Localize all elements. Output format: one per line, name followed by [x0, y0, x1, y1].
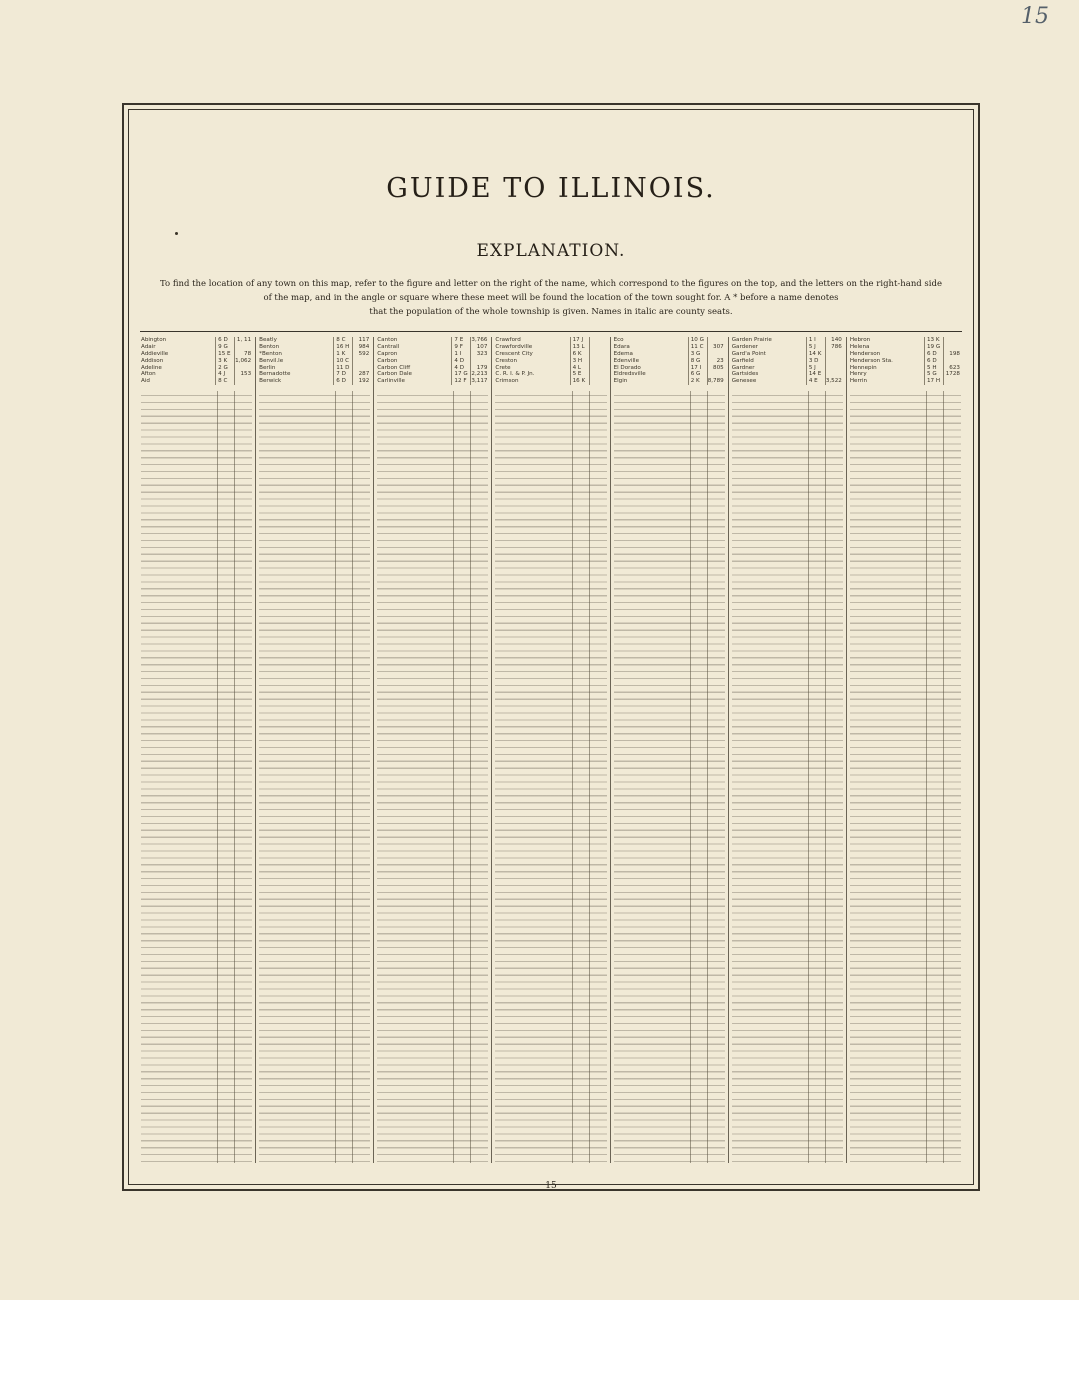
town-population: 805	[707, 365, 725, 372]
town-name: Aid	[141, 378, 150, 385]
index-column	[847, 337, 964, 1163]
town-population	[234, 365, 252, 372]
index-entry	[377, 337, 488, 344]
town-population	[589, 351, 607, 358]
index-entry	[614, 344, 725, 351]
town-name: Adeline	[141, 364, 162, 371]
town-name: Carbon Cliff	[377, 364, 411, 371]
town-name: Herrin	[849, 378, 868, 385]
index-entry	[141, 351, 252, 358]
town-location: 10 G	[688, 337, 707, 344]
index-entry	[259, 378, 370, 385]
index-entry	[259, 344, 370, 351]
town-population	[943, 344, 961, 351]
explanation-text	[140, 277, 962, 319]
town-name: Afton	[141, 371, 156, 378]
town-name: Crete	[495, 364, 511, 371]
town-name: Elgin	[613, 378, 628, 385]
town-name: Henderson	[849, 350, 881, 357]
town-name: Genesee	[731, 378, 757, 385]
index-entry	[141, 337, 252, 344]
town-location: 11 D	[333, 365, 352, 372]
index-column	[374, 337, 492, 1163]
town-location: 6 D	[924, 358, 943, 365]
town-location: 6 D	[333, 378, 352, 385]
index-entry	[732, 365, 843, 372]
index-entry	[850, 337, 961, 344]
town-location: 3 D	[806, 358, 825, 365]
town-name: Carbon Dale	[377, 371, 412, 378]
town-population	[707, 337, 725, 344]
town-population: 192	[352, 378, 370, 385]
index-entry	[377, 344, 488, 351]
town-location: 7 D	[333, 371, 352, 378]
index-entry	[614, 351, 725, 358]
town-population	[234, 378, 252, 385]
index-entry	[732, 358, 843, 365]
town-location: 9 F	[451, 344, 470, 351]
town-location: 6 G	[688, 371, 707, 378]
index-entry	[850, 371, 961, 378]
index-entry	[495, 371, 606, 378]
dense-index-listing	[377, 391, 488, 1163]
index-entry	[259, 337, 370, 344]
town-location: 15 E	[215, 351, 234, 358]
town-name: Bernadotte	[259, 371, 291, 378]
town-location: 16 H	[333, 344, 352, 351]
town-population	[352, 365, 370, 372]
town-name: Adair	[141, 343, 156, 350]
town-name: Crescent City	[495, 350, 533, 357]
index-column	[729, 337, 847, 1163]
town-location: 2 G	[215, 365, 234, 372]
town-location: 9 G	[215, 344, 234, 351]
town-index-table	[138, 337, 964, 1163]
town-name: Edenville	[613, 357, 640, 364]
town-population: 117	[352, 337, 370, 344]
town-location: 13 K	[924, 337, 943, 344]
index-entry	[495, 351, 606, 358]
town-location: 6 D	[215, 337, 234, 344]
index-entry	[259, 351, 370, 358]
town-population: 78	[234, 351, 252, 358]
town-population	[707, 351, 725, 358]
town-name: Creston	[495, 357, 518, 364]
index-entry	[141, 378, 252, 385]
town-name: Canton	[377, 337, 398, 343]
town-population: 623	[943, 365, 961, 372]
town-population: 287	[352, 371, 370, 378]
town-population: 323	[470, 351, 488, 358]
index-entry	[495, 337, 606, 344]
town-population	[825, 351, 843, 358]
town-location: 4 D	[451, 365, 470, 372]
header-rule	[140, 331, 962, 332]
index-entry	[377, 358, 488, 365]
explanation-line: that the population of the whole township is given. Names in italic are county seats.	[369, 307, 733, 317]
town-name: C. R. I. & P. Jn.	[495, 371, 535, 378]
index-entry	[377, 365, 488, 372]
page-title: GUIDE TO ILLINOIS.	[386, 173, 716, 204]
index-column	[492, 337, 610, 1163]
town-population	[589, 358, 607, 365]
town-location: 19 G	[924, 344, 943, 351]
town-population: 8,789	[707, 378, 724, 385]
index-entry	[495, 344, 606, 351]
ink-speck	[175, 232, 178, 235]
town-population	[589, 365, 607, 372]
town-location: 4 L	[570, 365, 589, 372]
town-population	[825, 365, 843, 372]
town-name: Gardner	[731, 364, 755, 371]
guide-frame	[122, 103, 980, 1191]
town-population: 3,766	[471, 337, 488, 343]
town-location: 2 K	[688, 378, 707, 385]
town-name: Crawford	[495, 337, 521, 343]
town-location: 13 L	[570, 344, 589, 351]
town-name: Capron	[377, 350, 398, 357]
town-location: 6 D	[924, 351, 943, 358]
index-entry	[850, 344, 961, 351]
town-name: Eldredsville	[613, 371, 646, 378]
town-location: 14 E	[806, 371, 825, 378]
dense-index-listing	[732, 391, 843, 1163]
index-entry	[377, 378, 488, 385]
town-location: 4 J	[215, 371, 234, 378]
town-location: 5 J	[806, 344, 825, 351]
town-name: Cantrall	[377, 343, 400, 350]
town-name: Henry	[849, 371, 867, 378]
explanation-line: of the map, and in the angle or square where these meet will be found the location of the town sought for. A * before a name denotes	[263, 293, 839, 303]
town-name: Gardener	[731, 343, 758, 350]
town-location: 3 G	[688, 351, 707, 358]
town-name: Eco	[613, 337, 624, 343]
town-population: 1,062	[235, 357, 252, 364]
index-entry	[732, 378, 843, 385]
town-population: 3,522	[825, 378, 842, 385]
town-population	[352, 358, 370, 365]
index-entry	[850, 365, 961, 372]
index-entry	[732, 351, 843, 358]
town-location: 7 E	[451, 337, 470, 344]
town-name: Benton	[259, 343, 280, 350]
town-location: 4 D	[451, 358, 470, 365]
town-population	[825, 358, 843, 365]
town-name: Hennepin	[849, 364, 877, 371]
town-name: *Benton	[259, 350, 282, 357]
town-population	[943, 378, 961, 385]
town-name: Carlinville	[377, 378, 405, 385]
index-entry	[614, 365, 725, 372]
town-name: Benvil.le	[259, 357, 284, 364]
explanation-line: To find the location of any town on this map, refer to the figure and letter on the right of the name, which correspond to the figures on the top, and the letters on the right-hand side	[160, 279, 942, 289]
town-name: Beatly	[259, 337, 277, 343]
town-population	[234, 344, 252, 351]
index-entry	[141, 371, 252, 378]
town-population	[589, 378, 607, 385]
town-name: Garden Prairie	[731, 337, 772, 343]
town-location: 3 H	[570, 358, 589, 365]
town-population	[825, 371, 843, 378]
town-population: 198	[943, 351, 961, 358]
town-population: 107	[470, 344, 488, 351]
index-entry	[732, 371, 843, 378]
town-population	[943, 358, 961, 365]
town-name: Helena	[849, 343, 870, 350]
town-location: 1 I	[806, 337, 825, 344]
town-population: 2,213	[471, 371, 488, 378]
index-entry	[141, 344, 252, 351]
index-entry	[732, 344, 843, 351]
town-population: 307	[707, 344, 725, 351]
town-location: 5 E	[570, 371, 589, 378]
index-entry	[495, 365, 606, 372]
town-location: 10 C	[333, 358, 352, 365]
index-entry	[495, 378, 606, 385]
town-location: 14 K	[806, 351, 825, 358]
town-population	[589, 337, 607, 344]
town-location: 11 C	[688, 344, 707, 351]
town-location: 17 G	[451, 371, 470, 378]
index-entry	[141, 365, 252, 372]
town-location: 1 K	[333, 351, 352, 358]
town-name: Berwick	[259, 378, 282, 385]
dense-index-listing	[259, 391, 370, 1163]
dense-index-listing	[141, 391, 252, 1163]
town-location: 5 G	[924, 371, 943, 378]
index-entry	[141, 358, 252, 365]
dense-index-listing	[495, 391, 606, 1163]
town-location: 6 K	[570, 351, 589, 358]
town-location: 17 I	[688, 365, 707, 372]
index-column	[611, 337, 729, 1163]
index-entry	[259, 365, 370, 372]
town-location: 1 I	[451, 351, 470, 358]
index-entry	[614, 378, 725, 385]
dense-index-listing	[850, 391, 961, 1163]
town-location: 5 J	[806, 365, 825, 372]
index-column	[256, 337, 374, 1163]
town-population: 1, 11	[234, 337, 252, 344]
town-name: Hebron	[849, 337, 871, 343]
town-name: Abington	[141, 337, 167, 343]
town-population: 140	[825, 337, 843, 344]
index-entry	[377, 351, 488, 358]
town-name: Crimson	[495, 378, 519, 385]
town-name: Carbon	[377, 357, 398, 364]
dense-index-listing	[614, 391, 725, 1163]
town-location: 8 C	[333, 337, 352, 344]
town-name: Addieville	[141, 350, 169, 357]
index-entry	[614, 371, 725, 378]
town-population: 592	[352, 351, 370, 358]
index-entry	[614, 337, 725, 344]
town-location: 3 K	[215, 358, 234, 365]
town-population	[589, 371, 607, 378]
page-number: 15	[545, 1181, 557, 1191]
town-population	[707, 371, 725, 378]
town-name: Addison	[141, 357, 164, 364]
town-population	[943, 337, 961, 344]
town-location: 8 C	[215, 378, 234, 385]
town-name: El Dorado	[613, 364, 641, 371]
town-location: 17 H	[924, 378, 943, 385]
town-location: 8 G	[688, 358, 707, 365]
bottom-margin	[0, 1300, 1079, 1390]
town-name: Garfield	[731, 357, 754, 364]
index-entry	[850, 358, 961, 365]
index-entry	[732, 337, 843, 344]
town-population: 984	[352, 344, 370, 351]
town-name: Edema	[613, 350, 633, 357]
town-name: Gartsides	[731, 371, 759, 378]
index-column	[138, 337, 256, 1163]
town-name: Gard'a Point	[731, 350, 766, 357]
town-name: Crawfordville	[495, 343, 533, 350]
town-population: 1728	[943, 371, 961, 378]
town-location: 5 H	[924, 365, 943, 372]
explanation-heading: EXPLANATION.	[476, 241, 626, 261]
town-location: 4 E	[806, 378, 825, 385]
index-entry	[259, 358, 370, 365]
index-entry	[850, 378, 961, 385]
town-population	[589, 344, 607, 351]
town-location: 12 F	[451, 378, 470, 385]
town-population: 23	[707, 358, 725, 365]
index-entry	[495, 358, 606, 365]
town-population: 3,117	[471, 378, 488, 385]
town-population: 153	[234, 371, 252, 378]
town-location: 16 K	[570, 378, 589, 385]
town-name: Edara	[613, 343, 630, 350]
town-population: 786	[825, 344, 843, 351]
index-entry	[259, 371, 370, 378]
town-name: Berlin	[259, 364, 276, 371]
index-entry	[614, 358, 725, 365]
town-population	[470, 358, 488, 365]
index-entry	[377, 371, 488, 378]
town-location: 17 J	[570, 337, 589, 344]
town-population: 179	[470, 365, 488, 372]
corner-page-number: 15	[1021, 4, 1049, 29]
index-entry	[850, 351, 961, 358]
town-name: Henderson Sta.	[849, 357, 893, 364]
